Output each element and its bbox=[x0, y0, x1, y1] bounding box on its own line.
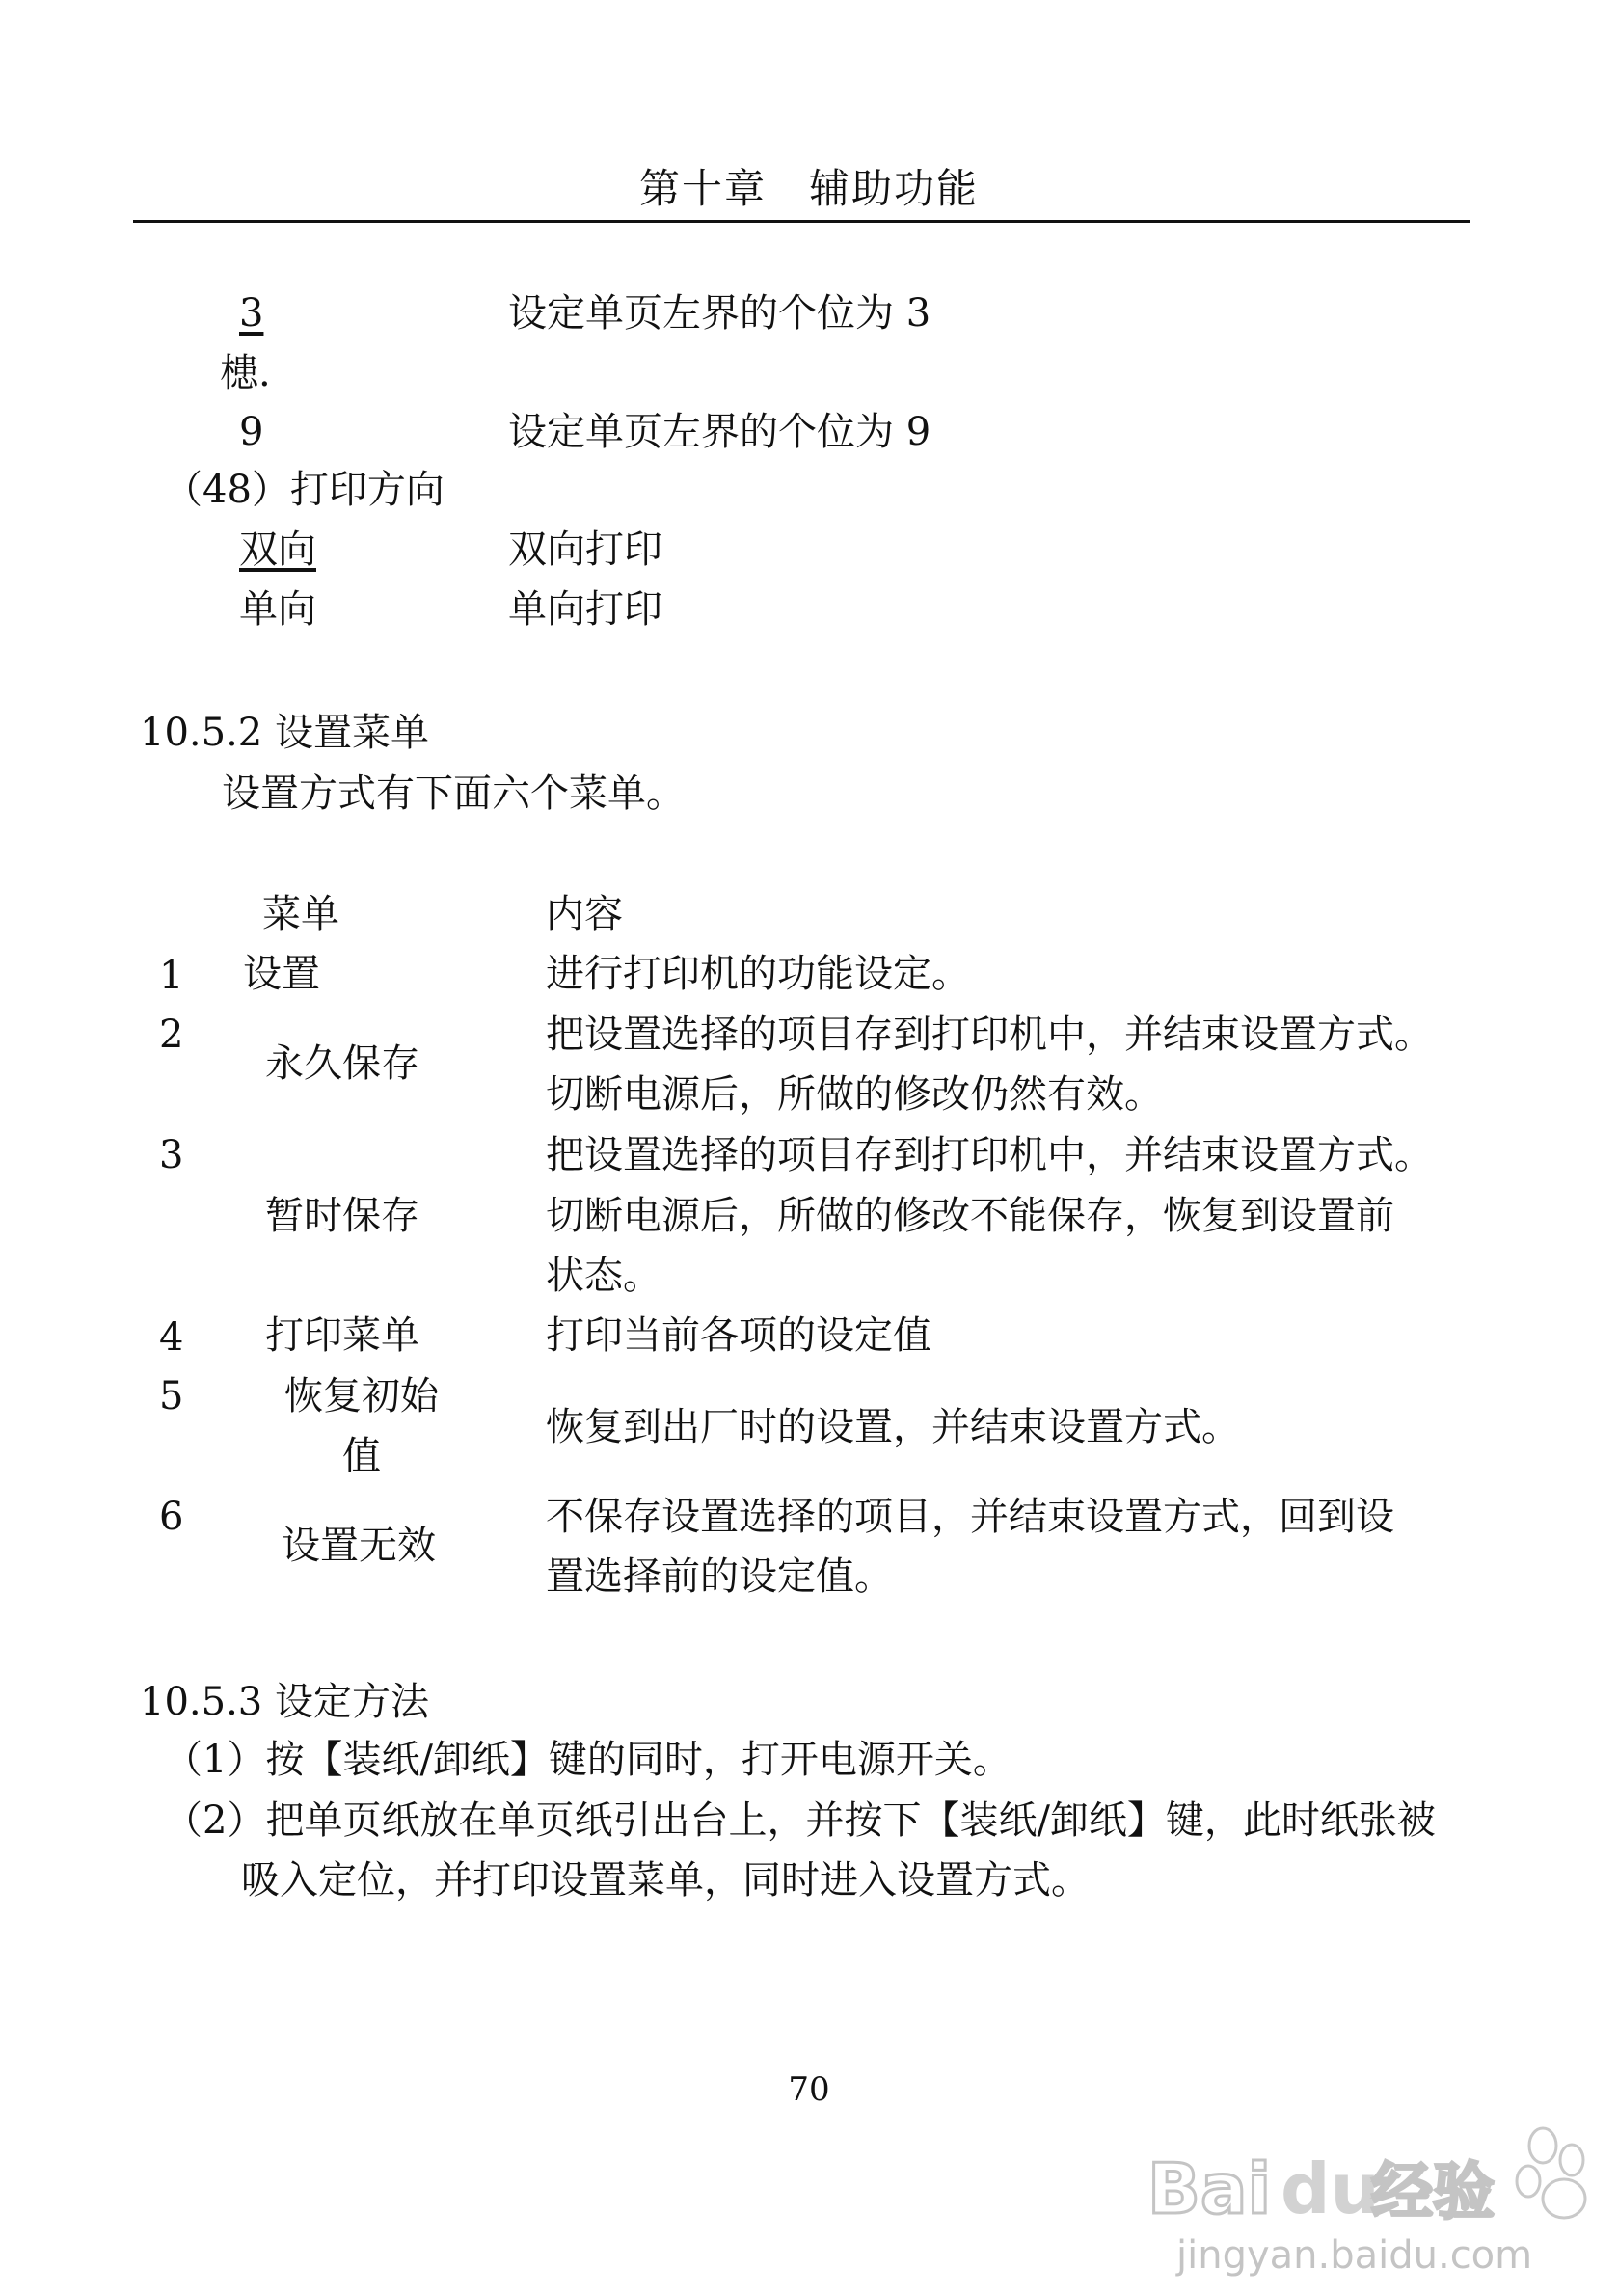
section-heading-10-5-2: 10.5.2 设置菜单 bbox=[140, 711, 429, 755]
option-value-bidirectional: 双向 bbox=[239, 527, 316, 572]
option-desc-9: 设定单页左界的个位为 9 bbox=[508, 410, 931, 454]
svg-text:Bai: Bai bbox=[1147, 2148, 1272, 2229]
table-row-menu: 永久保存 bbox=[265, 1041, 419, 1086]
svg-text:jingyan.baidu.com: jingyan.baidu.com bbox=[1176, 2233, 1533, 2278]
table-row-content: 切断电源后，所做的修改仍然有效。 bbox=[546, 1072, 1163, 1117]
header-rule bbox=[133, 220, 1470, 223]
table-row-content: 状态。 bbox=[546, 1254, 661, 1298]
table-row-number: 4 bbox=[159, 1315, 184, 1360]
table-row-menu: 打印菜单 bbox=[265, 1313, 419, 1358]
svg-text:经验: 经验 bbox=[1371, 2157, 1495, 2228]
option-desc-3: 设定单页左界的个位为 3 bbox=[508, 291, 931, 336]
table-row-content: 置选择前的设定值。 bbox=[546, 1554, 893, 1599]
table-row-menu: 暂时保存 bbox=[265, 1194, 419, 1238]
table-row-content: 打印当前各项的设定值 bbox=[546, 1313, 931, 1358]
option-desc-unidirectional: 单向打印 bbox=[508, 587, 662, 632]
section-heading-10-5-3: 10.5.3 设定方法 bbox=[140, 1680, 429, 1724]
page-number: 70 bbox=[788, 2070, 830, 2109]
section-intro: 设置方式有下面六个菜单。 bbox=[222, 771, 685, 816]
step-1: （1）按【装纸/卸纸】键的同时，打开电源开关。 bbox=[164, 1738, 1011, 1782]
table-row-number: 2 bbox=[159, 1013, 184, 1057]
table-row-menu: 设置 bbox=[243, 952, 320, 996]
table-row-content: 把设置选择的项目存到打印机中，并结束设置方式。 bbox=[546, 1133, 1433, 1177]
table-row-number: 6 bbox=[159, 1495, 184, 1539]
table-row-number: 1 bbox=[159, 954, 184, 998]
table-row-menu-continuation: 值 bbox=[342, 1434, 381, 1478]
table-row-content: 不保存设置选择的项目，并结束设置方式，回到设 bbox=[546, 1495, 1394, 1539]
table-header-content: 内容 bbox=[546, 892, 623, 936]
table-row-number: 3 bbox=[159, 1133, 184, 1177]
baidu-jingyan-watermark bbox=[1147, 2093, 1601, 2285]
stray-text: 槵. bbox=[220, 351, 271, 395]
option-value-unidirectional: 单向 bbox=[239, 587, 316, 632]
table-row-content: 进行打印机的功能设定。 bbox=[546, 952, 970, 996]
svg-text:du: du bbox=[1281, 2148, 1380, 2229]
table-row-menu: 恢复初始 bbox=[284, 1374, 439, 1418]
option-value-9: 9 bbox=[239, 410, 264, 454]
table-row-number: 5 bbox=[159, 1374, 184, 1418]
step-2: （2）把单页纸放在单页纸引出台上，并按下【装纸/卸纸】键，此时纸张被 bbox=[164, 1798, 1436, 1843]
table-row-content: 切断电源后，所做的修改不能保存，恢复到设置前 bbox=[546, 1194, 1394, 1238]
table-row-menu: 设置无效 bbox=[282, 1524, 436, 1568]
chapter-title: 第十章 辅助功能 bbox=[638, 165, 979, 212]
option-desc-bidirectional: 双向打印 bbox=[508, 527, 662, 572]
table-header-menu: 菜单 bbox=[262, 892, 339, 936]
option-value-3: 3 bbox=[239, 291, 264, 336]
print-direction-heading: （48）打印方向 bbox=[164, 468, 445, 512]
step-2-continuation: 吸入定位，并打印设置菜单，同时进入设置方式。 bbox=[241, 1858, 1090, 1903]
table-row-content: 恢复到出厂时的设置，并结束设置方式。 bbox=[546, 1405, 1240, 1449]
table-row-content: 把设置选择的项目存到打印机中，并结束设置方式。 bbox=[546, 1013, 1433, 1057]
